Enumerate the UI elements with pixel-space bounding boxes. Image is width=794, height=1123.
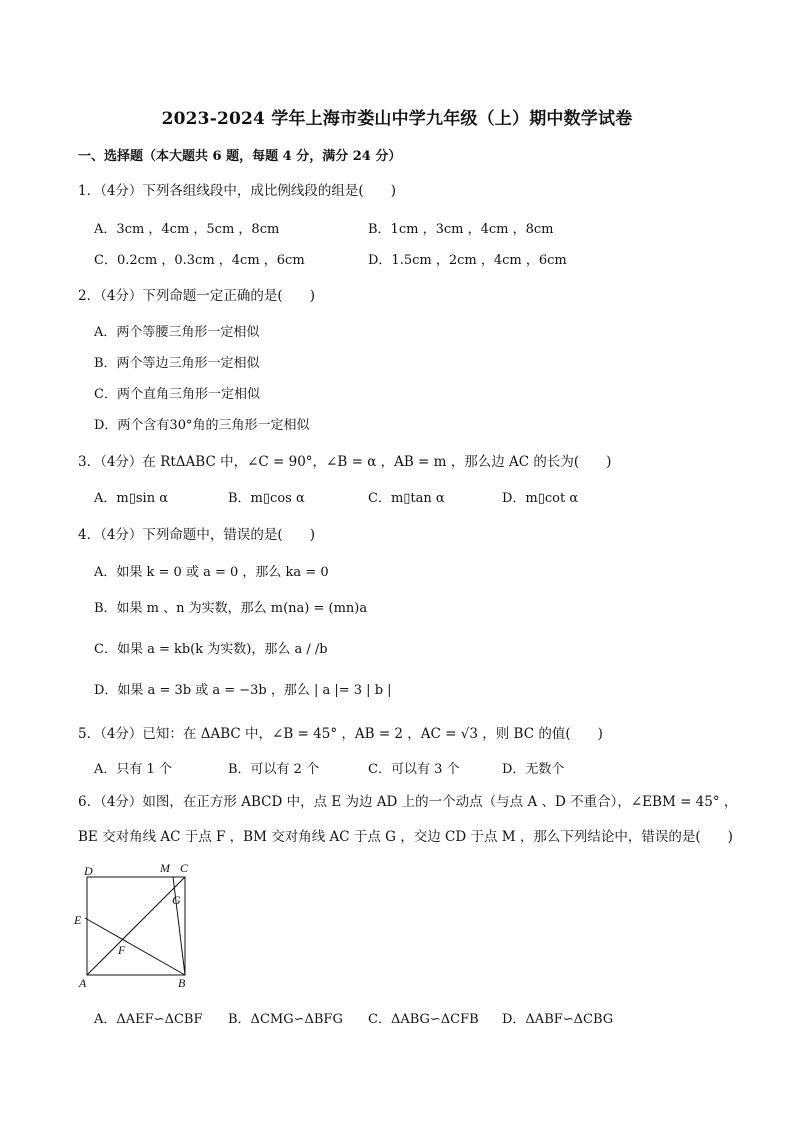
question-6-stem-line2: BE 交对角线 AC 于点 F ，BM 交对角线 AC 于点 G ，交边 CD 于点 M ，那么下列结论中，错误的是( ) bbox=[78, 829, 733, 845]
label-g: G bbox=[172, 893, 181, 907]
question-5-stem: 5．（4分）已知：在 ΔABC 中，∠B = 45° ，AB = 2 ，AC = √3 ，则 BC 的值( ) bbox=[78, 726, 603, 742]
q5-option-d[interactable]: D．无数个 bbox=[502, 762, 565, 777]
q1-option-c[interactable]: C．0.2cm ，0.3cm ，4cm ，6cm bbox=[94, 253, 305, 268]
q3-option-d[interactable]: D．m▯cot α bbox=[502, 491, 579, 506]
q2-option-a[interactable]: A．两个等腰三角形一定相似 bbox=[94, 325, 260, 340]
q6-option-c[interactable]: C．ΔABG∽ΔCFB bbox=[368, 1012, 479, 1027]
q4-option-c[interactable]: C．如果 a = kb(k 为实数)，那么 a / /b bbox=[94, 642, 328, 657]
question-6-stem: 6．（4分）如图，在正方形 ABCD 中，点 E 为边 AD 上的一个动点（与点 A 、D 不重合），∠EBM = 45° ， bbox=[78, 794, 738, 810]
page-title: 2023-2024 学年上海市娄山中学九年级（上）期中数学试卷 bbox=[161, 109, 633, 129]
q4-option-a[interactable]: A．如果 k = 0 或 a = 0 ，那么 ka = 0 bbox=[94, 565, 329, 580]
q4-option-d[interactable]: D．如果 a = 3b 或 a = −3b ，那么 | a |= 3 | b | bbox=[94, 683, 392, 698]
label-e: E bbox=[74, 913, 82, 927]
diagonal-ac bbox=[87, 877, 185, 975]
q5-option-a[interactable]: A．只有 1 个 bbox=[94, 762, 172, 777]
q1-option-d[interactable]: D．1.5cm ，2cm ，4cm ，6cm bbox=[368, 253, 567, 268]
question-1-stem: 1．（4分）下列各组线段中，成比例线段的组是( ) bbox=[78, 183, 396, 199]
label-c: C bbox=[180, 861, 189, 875]
q2-option-d[interactable]: D．两个含有30°角的三角形一定相似 bbox=[94, 418, 310, 433]
q3-option-a[interactable]: A．m▯sin α bbox=[94, 491, 168, 506]
question-3-stem: 3．（4分）在 RtΔABC 中，∠C = 90°，∠B = α ，AB = m ，那么边 AC 的长为( ) bbox=[78, 454, 612, 470]
question-4-stem: 4．（4分）下列命题中，错误的是( ) bbox=[78, 527, 315, 543]
q4-option-b[interactable]: B．如果 m 、n 为实数，那么 m(na) = (mn)a bbox=[94, 601, 368, 616]
label-b: B bbox=[178, 976, 186, 990]
q6-option-a[interactable]: A．ΔAEF∽ΔCBF bbox=[94, 1012, 203, 1027]
label-m: M bbox=[160, 861, 170, 875]
q3-option-b[interactable]: B．m▯cos α bbox=[228, 491, 305, 506]
label-d: D bbox=[84, 864, 93, 878]
section-heading: 一、选择题（本大题共 6 题，每题 4 分，满分 24 分） bbox=[78, 149, 402, 164]
question-2-stem: 2．（4分）下列命题一定正确的是( ) bbox=[78, 288, 315, 304]
segment-bm bbox=[173, 877, 185, 975]
label-f: F bbox=[118, 943, 126, 957]
q5-option-b[interactable]: B．可以有 2 个 bbox=[228, 762, 320, 777]
q2-option-b[interactable]: B．两个等边三角形一定相似 bbox=[94, 356, 260, 371]
q2-option-c[interactable]: C．两个直角三角形一定相似 bbox=[94, 387, 260, 402]
q1-option-a[interactable]: A．3cm ，4cm ，5cm ，8cm bbox=[94, 222, 280, 237]
q6-option-b[interactable]: B．ΔCMG∽ΔBFG bbox=[228, 1012, 343, 1027]
q1-option-b[interactable]: B．1cm ，3cm ，4cm ，8cm bbox=[368, 222, 554, 237]
q5-option-c[interactable]: C．可以有 3 个 bbox=[368, 762, 460, 777]
q6-option-d[interactable]: D．ΔABF∽ΔCBG bbox=[502, 1012, 614, 1027]
label-a: A bbox=[79, 976, 87, 990]
square-geometry-figure bbox=[72, 856, 202, 992]
q3-option-c[interactable]: C．m▯tan α bbox=[368, 491, 445, 506]
